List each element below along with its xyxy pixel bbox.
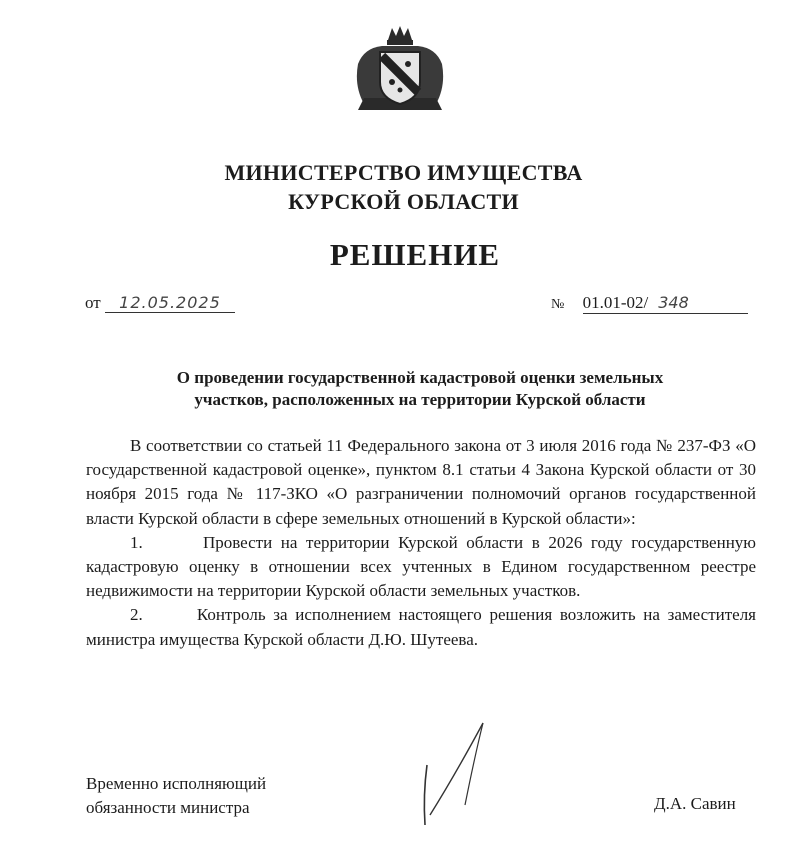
document-type-title: РЕШЕНИЕ xyxy=(329,237,501,272)
handwritten-signature xyxy=(405,715,515,835)
number-printed: 01.01-02/ xyxy=(582,293,649,312)
item-1-number: 1. xyxy=(130,532,143,552)
item-2-number: 2. xyxy=(130,605,143,625)
document-body xyxy=(86,434,756,652)
ministry-line-1: МИНИСТЕРСТВО ИМУЩЕСТВА xyxy=(224,160,583,185)
ministry-name xyxy=(0,158,807,216)
item-2 xyxy=(86,603,756,651)
number-sign: № xyxy=(551,297,565,312)
ministry-line-2: КУРСКОЙ ОБЛАСТИ xyxy=(288,189,519,214)
document-subject xyxy=(90,367,750,411)
item-1 xyxy=(86,531,756,604)
number-handwritten: 348 xyxy=(658,293,689,312)
date-field xyxy=(85,293,235,313)
number-field xyxy=(551,293,748,314)
signer-name: Д.А. Савин xyxy=(654,794,736,813)
date-prefix: от xyxy=(85,293,101,312)
signer-position xyxy=(86,772,266,820)
signer-position-line-1: Временно исполняющий xyxy=(86,774,267,793)
subject-line-2: участков, расположенных на территории Курской области xyxy=(194,390,646,409)
number-value xyxy=(583,293,748,314)
item-2-text: Контроль за исполнением настоящего решения возложить на заместителя министра имущества Курской области Д.Ю. Шутеева. xyxy=(86,605,757,649)
kursk-coat-of-arms-icon xyxy=(350,24,450,114)
preamble-paragraph: В соответствии со статьей 11 Федерального закона от 3 июля 2016 года № 237-ФЗ «О государственной кадастровой оценке», пунктом 8.1 статьи 4 Закона Курской области от 30 ноября 2015 года № 117-ЗКО «О разграничении полномочий органов государственной власти Курской области в сфере земельных отношений в Курской области»: xyxy=(86,436,756,528)
item-1-text: Провести на территории Курской области в 2026 году государственную кадастровую оценку в отношении всех учтенных в Едином государственном реестре недвижимости на территории Курской области земельных участков. xyxy=(86,532,756,601)
signer-position-line-2: обязанности министра xyxy=(86,798,250,817)
subject-line-1: О проведении государственной кадастровой оценки земельных xyxy=(176,368,664,387)
date-value: 12.05.2025 xyxy=(105,293,235,313)
